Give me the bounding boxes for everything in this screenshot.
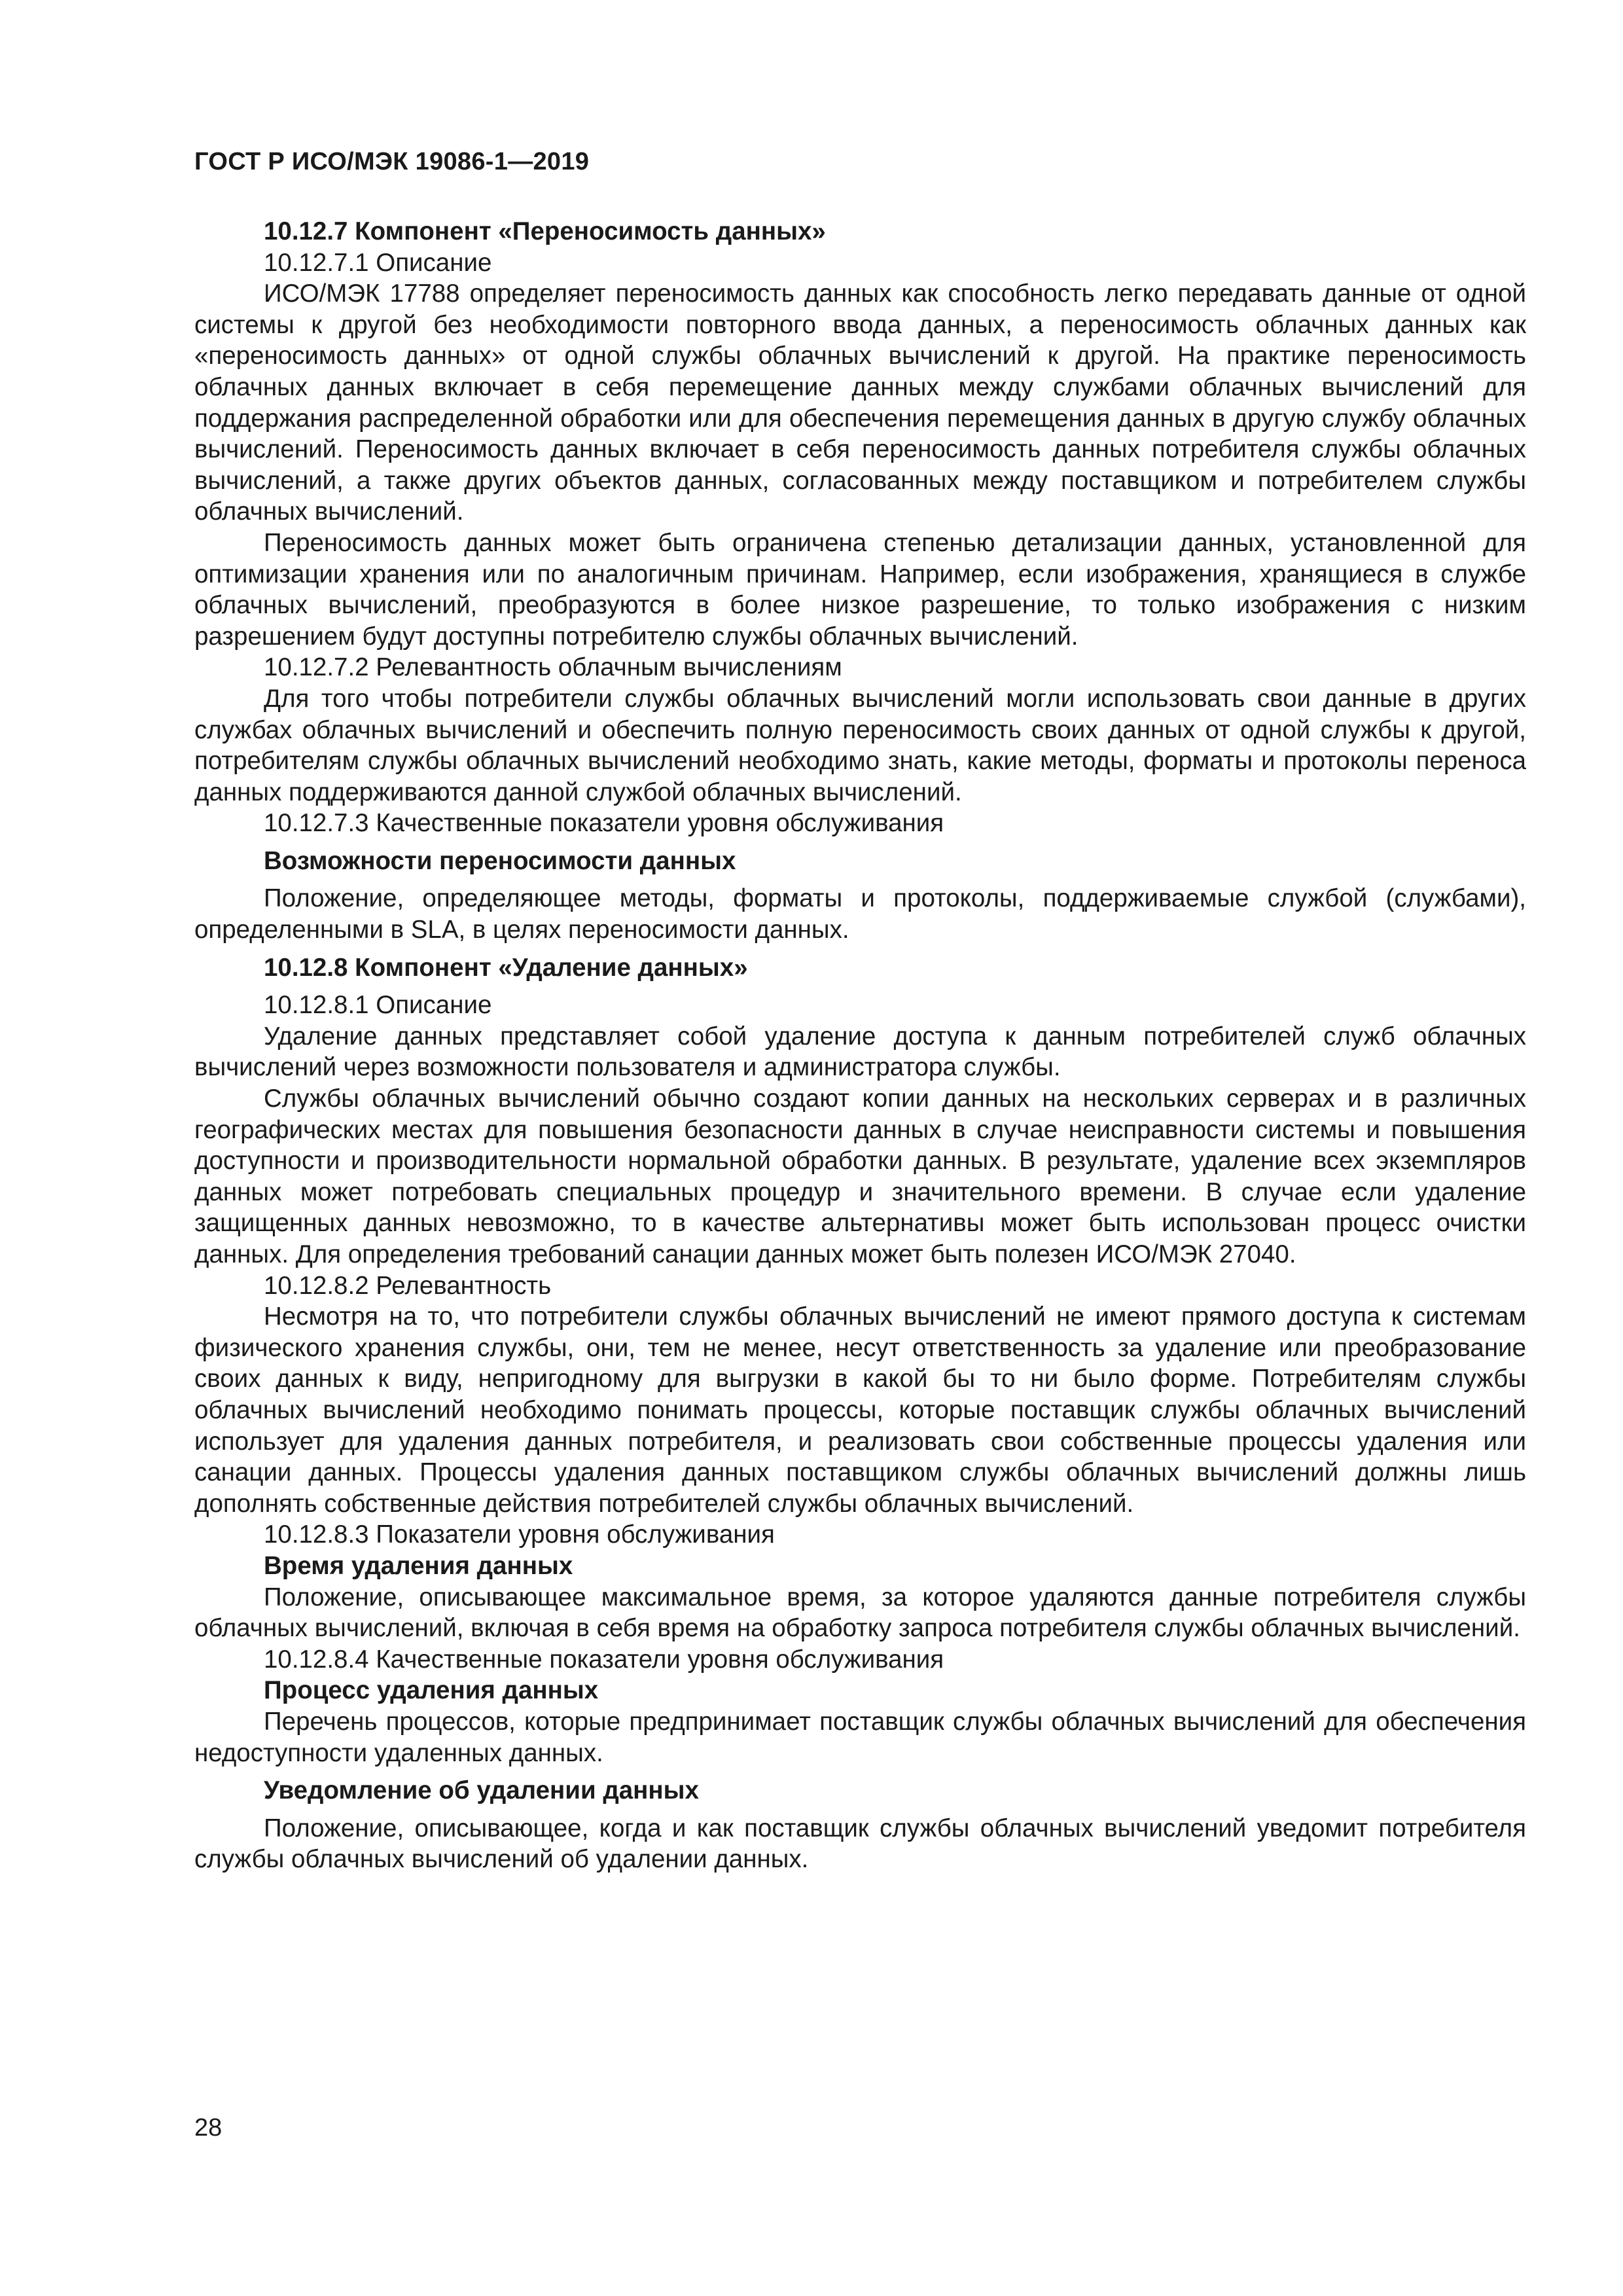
subsection-10-12-8-2: 10.12.8.2 Релевантность: [264, 1271, 552, 1300]
document-body: [194, 216, 1526, 1875]
paragraph: ИСО/МЭК 17788 определяет переносимость данных как способность легко передавать данные от одной системы к другой без необходимости повторного ввода данных, а переносимость облачных данных как «переносимость данных» от одной службы облачных вычислений к другой. На практике переносимость облачных данных включает в себя перемещение данных между службами облачных вычислений для поддержания распределенной обработки или для обеспечения перемещения данных в другую службу облачных вычислений. Переносимость данных включает в себя переносимость данных потребителя службы облачных вычислений, а также других объектов данных, согласованных между поставщиком и потребителем службы облачных вычислений.: [194, 279, 1526, 526]
paragraph: Несмотря на то, что потребители службы облачных вычислений не имеют прямого доступа к системам физического хранения службы, они, тем не менее, несут ответственность за удаление или преобразование своих данных к виду, непригодному для выгрузки в какой бы то ни было форме. Потребителям службы облачных вычислений необходимо понимать процессы, которые поставщик службы облачных вычислений использует для удаления данных потребителя, и реализовать свои собственные процессы удаления или санации данных. Процессы удаления данных поставщиком службы облачных вычислений должны лишь дополнять собственные действия потребителей службы облачных вычислений.: [194, 1302, 1526, 1518]
paragraph: Переносимость данных может быть ограничена степенью детализации данных, установленной для оптимизации хранения или по аналогичным причинам. Например, если изображения, хранящиеся в службе облачных вычислений, преобразуются в более низкое разрешение, то только изображения с низким разрешением будут доступны потребителю службы облачных вычислений.: [194, 528, 1526, 651]
term-heading-data-portability: Возможности переносимости данных: [264, 846, 736, 875]
term-heading-deletion-time: Время удаления данных: [264, 1551, 573, 1580]
paragraph: Положение, определяющее методы, форматы и протоколы, поддерживаемые службой (службами), определенными в SLA, в целях переносимости данных.: [194, 884, 1526, 944]
document-header: ГОСТ Р ИСО/МЭК 19086-1—2019: [194, 148, 590, 175]
section-heading-10-12-7: 10.12.7 Компонент «Переносимость данных»: [264, 217, 826, 245]
subsection-10-12-7-2: 10.12.7.2 Релевантность облачным вычислениям: [264, 653, 842, 682]
term-heading-deletion-notification: Уведомление об удалении данных: [264, 1776, 699, 1805]
paragraph: Службы облачных вычислений обычно создают копии данных на нескольких серверах и в различных географических местах для повышения безопасности данных в случае неисправности системы и повышения доступности и производительности нормальной обработки данных. В результате, удаление всех экземпляров данных может потребовать специальных процедур и значительного времени. В случае если удаление защищенных данных невозможно, то в качестве альтернативы может быть использован процесс очистки данных. Для определения требований санации данных может быть полезен ИСО/МЭК 27040.: [194, 1085, 1526, 1268]
paragraph: Положение, описывающее максимальное время, за которое удаляются данные потребителя службы облачных вычислений, включая в себя время на обработку запроса потребителя службы облачных вычислений.: [194, 1583, 1526, 1643]
section-heading-10-12-8: 10.12.8 Компонент «Удаление данных»: [264, 953, 748, 982]
subsection-10-12-8-1: 10.12.8.1 Описание: [264, 991, 492, 1020]
subsection-10-12-8-4: 10.12.8.4 Качественные показатели уровня обслуживания: [264, 1645, 944, 1674]
term-heading-deletion-process: Процесс удаления данных: [264, 1676, 599, 1705]
paragraph: Перечень процессов, которые предпринимает поставщик службы облачных вычислений для обеспечения недоступности удаленных данных.: [194, 1707, 1526, 1767]
paragraph: Удаление данных представляет собой удаление доступа к данным потребителей служб облачных вычислений через возможности пользователя и администратора службы.: [194, 1022, 1526, 1082]
paragraph: Положение, описывающее, когда и как поставщик службы облачных вычислений уведомит потребителя службы облачных вычислений об удалении данных.: [194, 1814, 1526, 1874]
subsection-10-12-8-3: 10.12.8.3 Показатели уровня обслуживания: [264, 1520, 775, 1549]
subsection-10-12-7-3: 10.12.7.3 Качественные показатели уровня обслуживания: [264, 809, 944, 838]
page-number: 28: [194, 2114, 223, 2142]
paragraph: Для того чтобы потребители службы облачных вычислений могли использовать свои данные в других службах облачных вычислений и обеспечить полную переносимость своих данных от одной службы к другой, потребителям службы облачных вычислений необходимо знать, какие методы, форматы и протоколы переноса данных поддерживаются данной службой облачных вычислений.: [194, 684, 1526, 806]
subsection-10-12-7-1: 10.12.7.1 Описание: [264, 248, 492, 277]
